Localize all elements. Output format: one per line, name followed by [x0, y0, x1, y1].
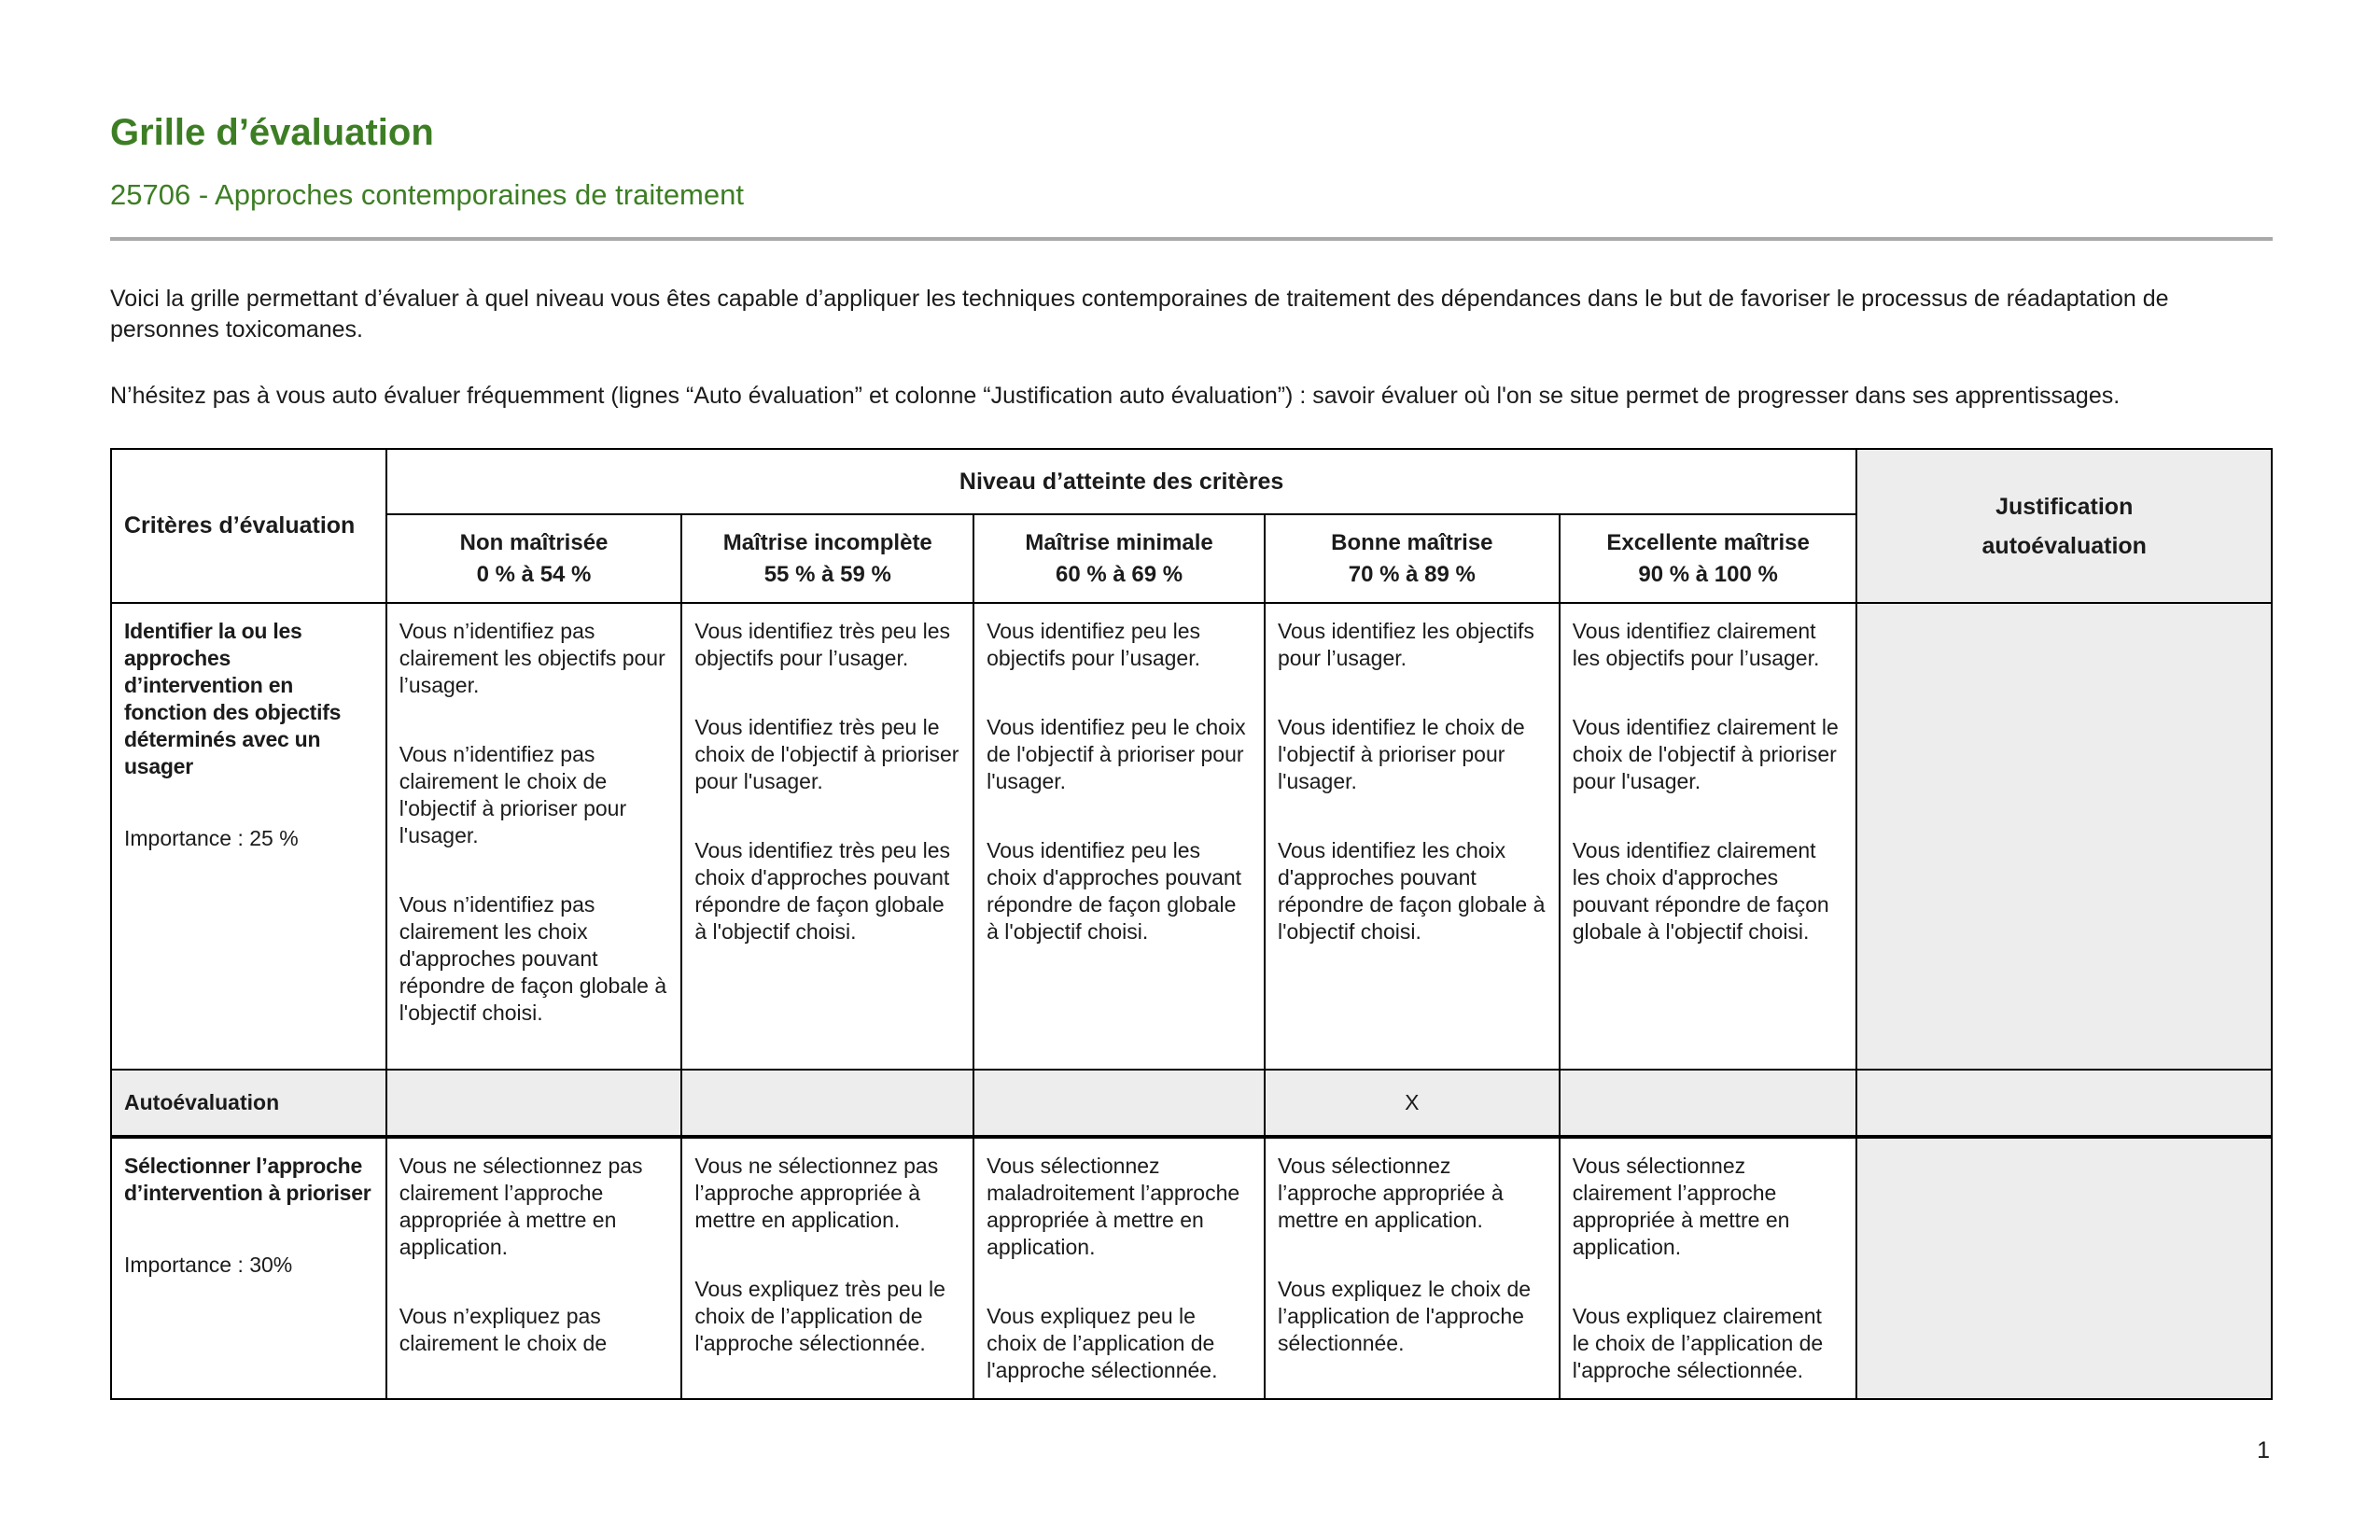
level-paragraph: Vous n’identifiez pas clairement les objectifs pour l’usager. [399, 619, 665, 697]
justification-cell [1856, 603, 2272, 1070]
level-paragraph: Vous identifiez les objectifs pour l’usager. [1277, 619, 1534, 670]
level-cell-2 [681, 603, 973, 1070]
level-paragraph: Vous identifiez très peu les objectifs pour l’usager. [694, 619, 950, 670]
level-paragraph: Vous identifiez très peu le choix de l'objectif à prioriser pour l'usager. [694, 715, 959, 793]
autoevaluation-mark-5 [1560, 1070, 1857, 1137]
level-header-name: Maîtrise incomplète [722, 529, 932, 555]
justification-header-line-1: Justification [1995, 493, 2134, 520]
level-cell-4 [1265, 603, 1560, 1070]
level-cell-3 [973, 1137, 1265, 1399]
level-header-name: Non maîtrisée [459, 529, 609, 555]
level-paragraph: Vous sélectionnez l’approche appropriée à mettre en application. [1277, 1154, 1504, 1232]
page-subtitle: 25706 - Approches contemporaines de traitement [110, 178, 744, 211]
criterion-importance: Importance : 25 % [124, 826, 299, 850]
level-paragraph: Vous identifiez le choix de l'objectif à prioriser pour l'usager. [1277, 715, 1525, 793]
autoevaluation-mark-4: X [1265, 1070, 1560, 1137]
level-header-5 [1560, 514, 1857, 603]
level-paragraph: Vous expliquez clairement le choix de l’application de l'approche sélectionnée. [1572, 1304, 1824, 1382]
level-header-name: Maîtrise minimale [1025, 529, 1213, 555]
level-cell-5 [1560, 603, 1857, 1070]
page-title: Grille d’évaluation [110, 112, 434, 153]
level-header-name: Excellente maîtrise [1606, 529, 1810, 555]
level-cell-1 [386, 603, 682, 1070]
level-cell-1 [386, 1137, 682, 1399]
level-paragraph: Vous ne sélectionnez pas clairement l’approche appropriée à mettre en application. [399, 1154, 643, 1259]
evaluation-table-container [110, 448, 2273, 1414]
level-cell-2 [681, 1137, 973, 1399]
autoevaluation-justification-cell [1856, 1070, 2272, 1137]
autoevaluation-mark-1 [386, 1070, 682, 1137]
level-header-range: 70 % à 89 % [1348, 561, 1476, 587]
intro-paragraph-1: Voici la grille permettant d’évaluer à quel niveau vous êtes capable d’appliquer les techniques contemporaines de traitement des dépendances dans le but de favoriser le processus de réadaptation de personnes toxicomanes. [110, 286, 2169, 343]
level-header-range: 60 % à 69 % [1055, 561, 1183, 587]
level-paragraph: Vous identifiez clairement le choix de l'objectif à prioriser pour l'usager. [1572, 715, 1839, 793]
level-paragraph: Vous identifiez peu le choix de l'objectif à prioriser pour l'usager. [987, 715, 1246, 793]
level-header-2 [681, 514, 973, 603]
level-header-4 [1265, 514, 1560, 603]
level-paragraph: Vous n’identifiez pas clairement les choix d'approches pouvant répondre de façon globale à l'objectif choisi. [399, 892, 667, 1025]
criteria-column-header: Critères d’évaluation [111, 449, 386, 603]
intro-paragraph-2: N’hésitez pas à vous auto évaluer fréquemment (lignes “Auto évaluation” et colonne “Justification auto évaluation”) : savoir évaluer où l'on se situe permet de progresser dans ses apprentissages. [110, 383, 2121, 409]
level-paragraph: Vous sélectionnez maladroitement l’approche appropriée à mettre en application. [987, 1154, 1240, 1259]
level-paragraph: Vous identifiez clairement les choix d'approches pouvant répondre de façon globale à l'objectif choisi. [1572, 838, 1829, 944]
justification-cell [1856, 1137, 2272, 1399]
autoevaluation-row [111, 1070, 2272, 1137]
level-cell-5 [1560, 1137, 1857, 1399]
level-paragraph: Vous expliquez très peu le choix de l’application de l'approche sélectionnée. [694, 1277, 945, 1355]
level-header-1 [386, 514, 682, 603]
page-number: 1 [2257, 1437, 2270, 1463]
evaluation-grid-table [110, 448, 2273, 1400]
level-paragraph: Vous identifiez les choix d'approches pouvant répondre de façon globale à l'objectif choisi. [1277, 838, 1546, 944]
criteria-row-2 [111, 1137, 2272, 1399]
justification-column-header [1856, 449, 2272, 603]
level-paragraph: Vous expliquez peu le choix de l’application de l'approche sélectionnée. [987, 1304, 1218, 1382]
justification-header-line-2: autoévaluation [1981, 532, 2147, 559]
level-cell-4 [1265, 1137, 1560, 1399]
level-header-3 [973, 514, 1265, 603]
criterion-name: Sélectionner l’approche d’intervention à prioriser [124, 1154, 371, 1205]
autoevaluation-mark-2 [681, 1070, 973, 1137]
level-paragraph: Vous n’identifiez pas clairement le choix de l'objectif à prioriser pour l'usager. [399, 742, 627, 847]
level-paragraph: Vous sélectionnez clairement l’approche appropriée à mettre en application. [1572, 1154, 1790, 1259]
level-header-range: 55 % à 59 % [763, 561, 891, 587]
criterion-name: Identifier la ou les approches d’intervention en fonction des objectifs déterminés avec un usager [124, 619, 342, 778]
criterion-importance: Importance : 30% [124, 1253, 293, 1277]
level-paragraph: Vous identifiez clairement les objectifs pour l’usager. [1572, 619, 1820, 670]
autoevaluation-mark-3 [973, 1070, 1265, 1137]
level-paragraph: Vous n’expliquez pas clairement le choix de [399, 1304, 608, 1355]
level-paragraph: Vous expliquez le choix de l’application de l'approche sélectionnée. [1277, 1277, 1532, 1355]
criterion-cell [111, 603, 386, 1070]
level-paragraph: Vous identifiez très peu les choix d'approches pouvant répondre de façon globale à l'objectif choisi. [694, 838, 950, 944]
autoevaluation-label: Autoévaluation [111, 1070, 386, 1137]
table-header-row-group [111, 449, 2272, 514]
criteria-row-1 [111, 603, 2272, 1070]
level-header-name: Bonne maîtrise [1331, 529, 1493, 555]
level-paragraph: Vous ne sélectionnez pas l’approche appropriée à mettre en application. [694, 1154, 939, 1232]
level-header-range: 90 % à 100 % [1638, 561, 1778, 587]
level-paragraph: Vous identifiez peu les choix d'approches pouvant répondre de façon globale à l'objectif choisi. [987, 838, 1242, 944]
level-header-range: 0 % à 54 % [476, 561, 592, 587]
levels-group-header: Niveau d’atteinte des critères [386, 449, 1857, 514]
divider-rule [110, 237, 2273, 241]
criterion-cell [111, 1137, 386, 1399]
level-cell-3 [973, 603, 1265, 1070]
level-paragraph: Vous identifiez peu les objectifs pour l’usager. [987, 619, 1201, 670]
